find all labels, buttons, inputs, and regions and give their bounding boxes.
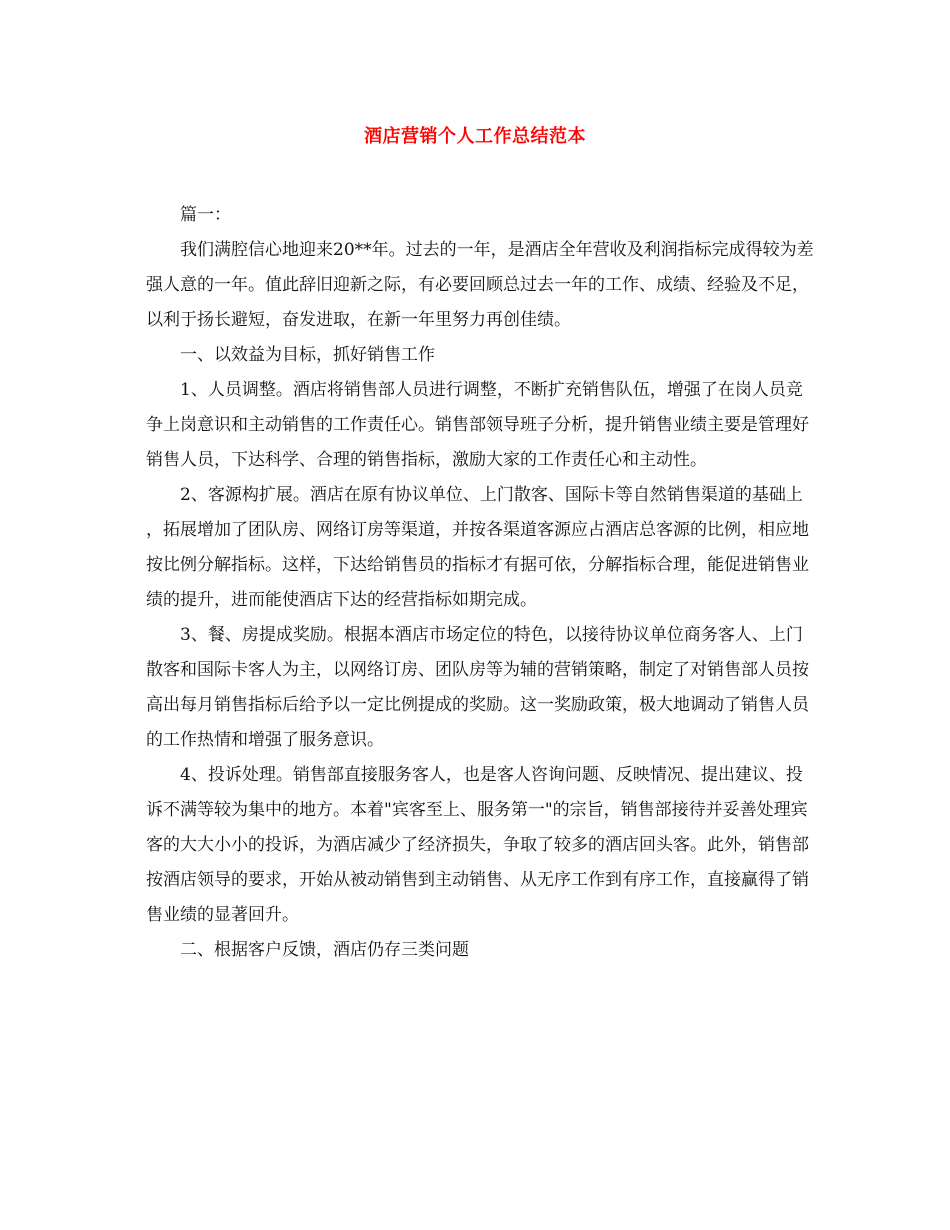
paragraph-heading-one: 一、以效益为目标，抓好销售工作 — [180, 345, 435, 365]
paragraph-item-3: 3、餐、房提成奖励。根据本酒店市场定位的特色，以接待协议单位商务客人、上门散客和国际卡客人为主，以网络订房、团队房等为辅的营销策略，制定了对销售部人员按高出每月销售指标后给予以一定比例提成的奖励。这一奖励政策，极大地调动了销售人员的工作热情和增强了服务意识。 — [146, 625, 809, 750]
paragraph-heading-two: 二、根据客户反馈，酒店仍存三类问题 — [180, 940, 469, 960]
paragraph-section-label: 篇一： — [180, 205, 231, 225]
paragraph-item-2: 2、客源构扩展。酒店在原有协议单位、上门散客、国际卡等自然销售渠道的基础上，拓展增加了团队房、网络订房等渠道，并按各渠道客源应占酒店总客源的比例，相应地按比例分解指标。这样，下达给销售员的指标才有据可依，分解指标合理，能促进销售业绩的提升，进而能使酒店下达的经营指标如期完成。 — [146, 485, 809, 610]
paragraph-item-1: 1、人员调整。酒店将销售部人员进行调整，不断扩充销售队伍，增强了在岗人员竞争上岗意识和主动销售的工作责任心。销售部领导班子分析，提升销售业绩主要是管理好销售人员，下达科学、合理的销售指标，激励大家的工作责任心和主动性。 — [146, 380, 809, 470]
paragraph-intro: 我们满腔信心地迎来20**年。过去的一年，是酒店全年营收及利润指标完成得较为差强人意的一年。值此辞旧迎新之际，有必要回顾总过去一年的工作、成绩、经验及不足，以利于扬长避短，奋发进取，在新一年里努力再创佳绩。 — [146, 240, 814, 330]
paragraph-item-4: 4、投诉处理。销售部直接服务客人，也是客人咨询问题、反映情况、提出建议、投诉不满等较为集中的地方。本着"宾客至上、服务第一"的宗旨，销售部接待并妥善处理宾客的大大小小的投诉，为酒店减少了经济损失，争取了较多的酒店回头客。此外，销售部按酒店领导的要求，开始从被动销售到主动销售、从无序工作到有序工作，直接赢得了销售业绩的显著回升。 — [146, 765, 809, 925]
document-title: 酒店营销个人工作总结范本 — [364, 126, 586, 147]
document-body — [146, 198, 814, 968]
